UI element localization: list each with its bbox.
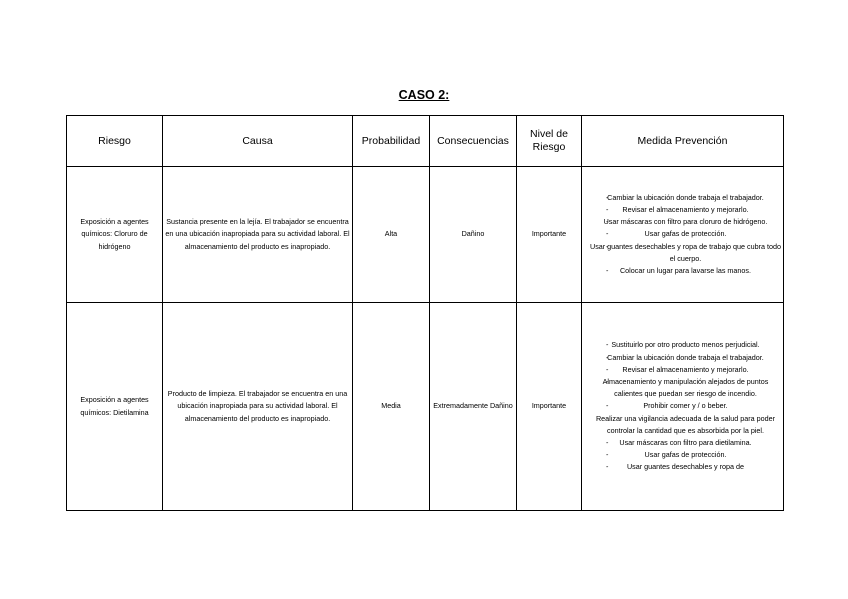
table-header-row — [67, 116, 784, 167]
cell-consecuencias: Extremadamente Dañino — [430, 303, 517, 511]
measure-item: - Usar gafas de protección. — [584, 449, 781, 461]
measure-item: - Revisar el almacenamiento y mejorarlo. — [584, 204, 781, 216]
header-riesgo: Riesgo — [67, 116, 163, 167]
measure-item: - Usar gafas de protección. — [584, 228, 781, 240]
cell-medidas — [582, 167, 784, 303]
measure-item: - Colocar un lugar para lavarse las manos. — [584, 265, 781, 277]
measure-item: - Almacenamiento y manipulación alejados de puntos calientes que puedan ser riesgo de incendio. — [584, 376, 781, 400]
measure-item: - Realizar una vigilancia adecuada de la salud para poder controlar la cantidad que es absorbida por la piel. — [584, 413, 781, 437]
header-nivel-riesgo: Nivel de Riesgo — [517, 116, 582, 167]
measure-item: - Usar guantes desechables y ropa de trabajo que cubra todo el cuerpo. — [584, 241, 781, 265]
measure-item: - Cambiar la ubicación donde trabaja el trabajador. — [584, 352, 781, 364]
header-medida-prevencion: Medida Prevención — [582, 116, 784, 167]
cell-causa: Producto de limpieza. El trabajador se encuentra en una ubicación inapropiada para su actividad laboral. El almacenamiento del producto es inapropiado. — [163, 303, 353, 511]
cell-consecuencias: Dañino — [430, 167, 517, 303]
measure-item: - Sustituirlo por otro producto menos perjudicial. — [584, 339, 781, 351]
cell-nivel-riesgo: Importante — [517, 303, 582, 511]
cell-probabilidad: Alta — [353, 167, 430, 303]
header-causa: Causa — [163, 116, 353, 167]
cell-causa: Sustancia presente en la lejía. El trabajador se encuentra en una ubicación inapropiada para su actividad laboral. El almacenamiento del producto es inapropiado. — [163, 167, 353, 303]
table-row — [67, 167, 784, 303]
measure-item: - Usar máscaras con filtro para cloruro de hidrógeno. — [584, 216, 781, 228]
measure-item: - Cambiar la ubicación donde trabaja el trabajador. — [584, 192, 781, 204]
header-consecuencias: Consecuencias — [430, 116, 517, 167]
risk-table — [66, 115, 784, 511]
measure-item: - Revisar el almacenamiento y mejorarlo. — [584, 364, 781, 376]
cell-probabilidad: Media — [353, 303, 430, 511]
cell-medidas — [582, 303, 784, 511]
header-probabilidad: Probabilidad — [353, 116, 430, 167]
table-row — [67, 303, 784, 511]
cell-riesgo: Exposición a agentes químicos: Dietilamina — [67, 303, 163, 511]
measure-item: - Usar máscaras con filtro para dietilamina. — [584, 437, 781, 449]
case-title: CASO 2: — [398, 88, 450, 102]
measures-list — [584, 339, 781, 473]
measures-list — [584, 192, 781, 277]
cell-nivel-riesgo: Importante — [517, 167, 582, 303]
cell-riesgo: Exposición a agentes químicos: Cloruro de hidrógeno — [67, 167, 163, 303]
measure-item: - Prohibir comer y / o beber. — [584, 400, 781, 412]
measure-item: - Usar guantes desechables y ropa de — [584, 461, 781, 473]
